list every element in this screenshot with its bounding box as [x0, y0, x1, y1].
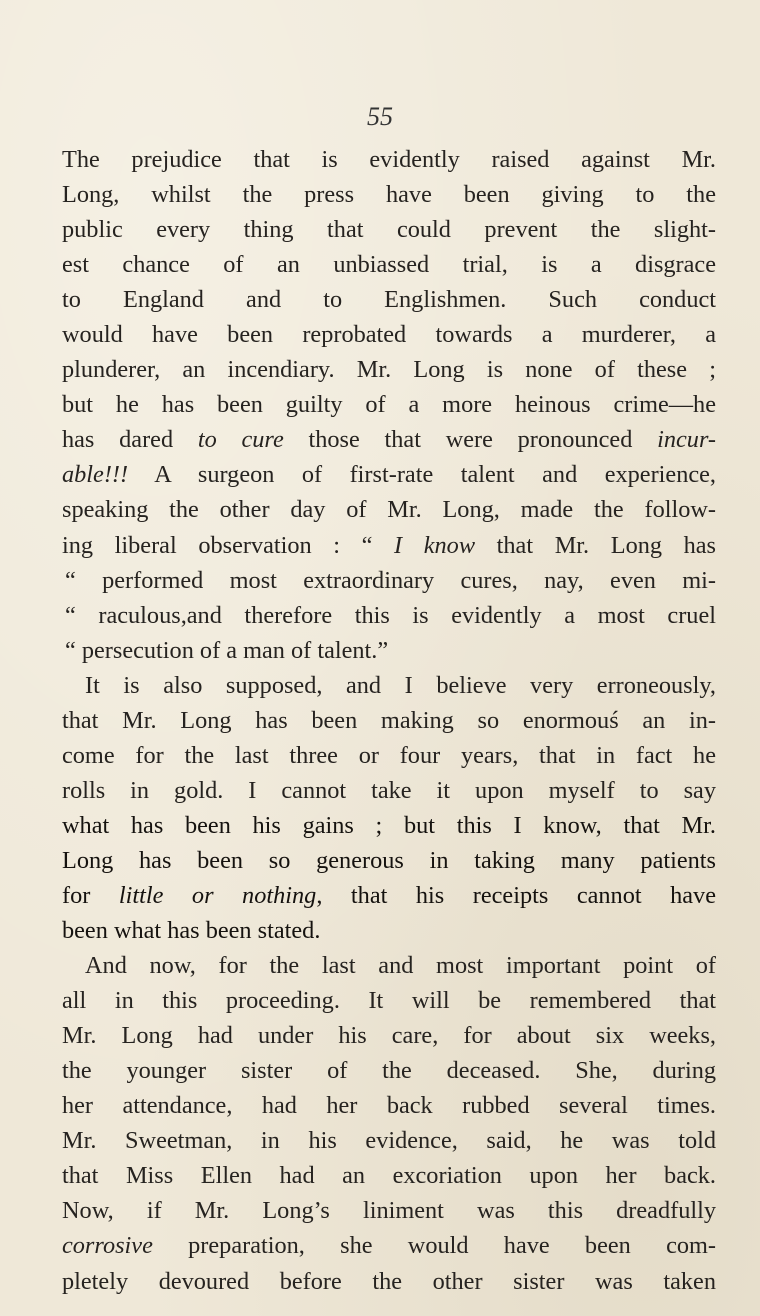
line-text: est chance of an unbiassed trial, is a disgrace — [62, 251, 716, 279]
text-line — [62, 1123, 716, 1158]
italic-text: to cure — [197, 426, 284, 454]
text-line — [62, 1264, 716, 1299]
line-text: “ raculous,and therefore this is evidently a most cruel — [65, 601, 716, 629]
text-line — [62, 492, 716, 527]
line-text: public every thing that could prevent the slight- — [62, 216, 716, 244]
line-text: Mr. Sweetman, in his evidence, said, he was told — [62, 1127, 716, 1155]
text-line — [62, 212, 716, 247]
text-line — [62, 422, 716, 457]
italic-text: able!!! — [62, 461, 129, 489]
text-line — [62, 668, 716, 703]
text-line — [62, 983, 716, 1018]
line-text: has dared — [62, 426, 198, 454]
text-line — [62, 1053, 716, 1088]
text-line — [62, 633, 716, 668]
line-text: all in this proceeding. It will be remembered that — [62, 987, 716, 1015]
line-text: pletely devoured before the other sister was taken — [62, 1267, 716, 1295]
line-text: And now, for the last and most important point of — [85, 952, 716, 980]
line-text: “ persecution of a man of talent.” — [65, 636, 389, 664]
text-line — [62, 1018, 716, 1053]
line-text: those that were pronounced — [283, 426, 658, 454]
line-text: rolls in gold. I cannot take it upon myself to say — [62, 776, 716, 804]
text-line — [62, 282, 716, 317]
line-text: plunderer, an incendiary. Mr. Long is none of these ; — [62, 356, 716, 384]
italic-text: I know — [394, 531, 476, 559]
text-line — [62, 142, 716, 177]
line-text: that Mr. Long has been making so enormouś an in- — [62, 706, 716, 734]
line-text: Now, if Mr. Long’s liniment was this dreadfully — [62, 1197, 716, 1225]
text-line — [62, 528, 716, 563]
text-line — [62, 1158, 716, 1193]
line-text: The prejudice that is evidently raised against Mr. — [62, 146, 716, 173]
italic-text: incur- — [657, 426, 717, 454]
line-text: It is also supposed, and I believe very erroneously, — [85, 671, 716, 699]
text-line — [62, 1228, 716, 1263]
text-line — [62, 177, 716, 212]
text-line — [62, 808, 716, 843]
line-text: that Miss Ellen had an excoriation upon her back. — [62, 1162, 716, 1190]
text-line — [62, 913, 716, 948]
line-text: would have been reprobated towards a murderer, a — [62, 321, 716, 349]
line-text: that Mr. Long has — [475, 531, 717, 559]
text-line — [62, 948, 716, 983]
text-line — [62, 317, 716, 352]
line-text: the younger sister of the deceased. She, during — [62, 1057, 716, 1085]
line-text: , that his receipts cannot have — [316, 881, 716, 909]
line-text: come for the last three or four years, that in fact he — [62, 741, 716, 769]
text-line — [62, 1088, 716, 1123]
line-text: ing liberal observation : “ — [62, 531, 395, 559]
line-text: Long has been so generous in taking many patients — [62, 846, 716, 874]
text-line — [62, 773, 716, 808]
text-line — [62, 878, 716, 913]
line-text: “ performed most extraordinary cures, nay, even mi- — [65, 566, 716, 594]
body-text — [62, 142, 716, 1299]
line-text: speaking the other day of Mr. Long, made the follow- — [62, 496, 716, 524]
line-text: what has been his gains ; but this I know, that Mr. — [62, 811, 716, 839]
text-line — [62, 738, 716, 773]
line-text: her attendance, had her back rubbed several times. — [62, 1092, 716, 1120]
line-text: Mr. Long had under his care, for about six weeks, — [62, 1022, 716, 1050]
line-text: to England and to Englishmen. Such conduct — [62, 286, 716, 314]
line-text: Long, whilst the press have been giving to the — [62, 181, 716, 209]
page-number: 55 — [367, 102, 393, 131]
text-line — [62, 387, 716, 422]
text-line — [62, 598, 716, 633]
text-line — [62, 1193, 716, 1228]
italic-text: little or nothing — [118, 881, 317, 909]
text-line — [62, 843, 716, 878]
line-text: been what has been stated. — [62, 917, 321, 945]
line-text: but he has been guilty of a more heinous crime—he — [62, 391, 716, 419]
text-line — [62, 352, 716, 387]
text-line — [62, 457, 716, 492]
line-text: A surgeon of first-rate talent and experience, — [128, 461, 716, 489]
text-line — [62, 247, 716, 282]
line-text: for — [62, 881, 119, 909]
text-line — [62, 703, 716, 738]
text-line — [62, 563, 716, 598]
line-text: preparation, she would have been com- — [152, 1232, 716, 1260]
italic-text: corrosive — [62, 1232, 153, 1260]
